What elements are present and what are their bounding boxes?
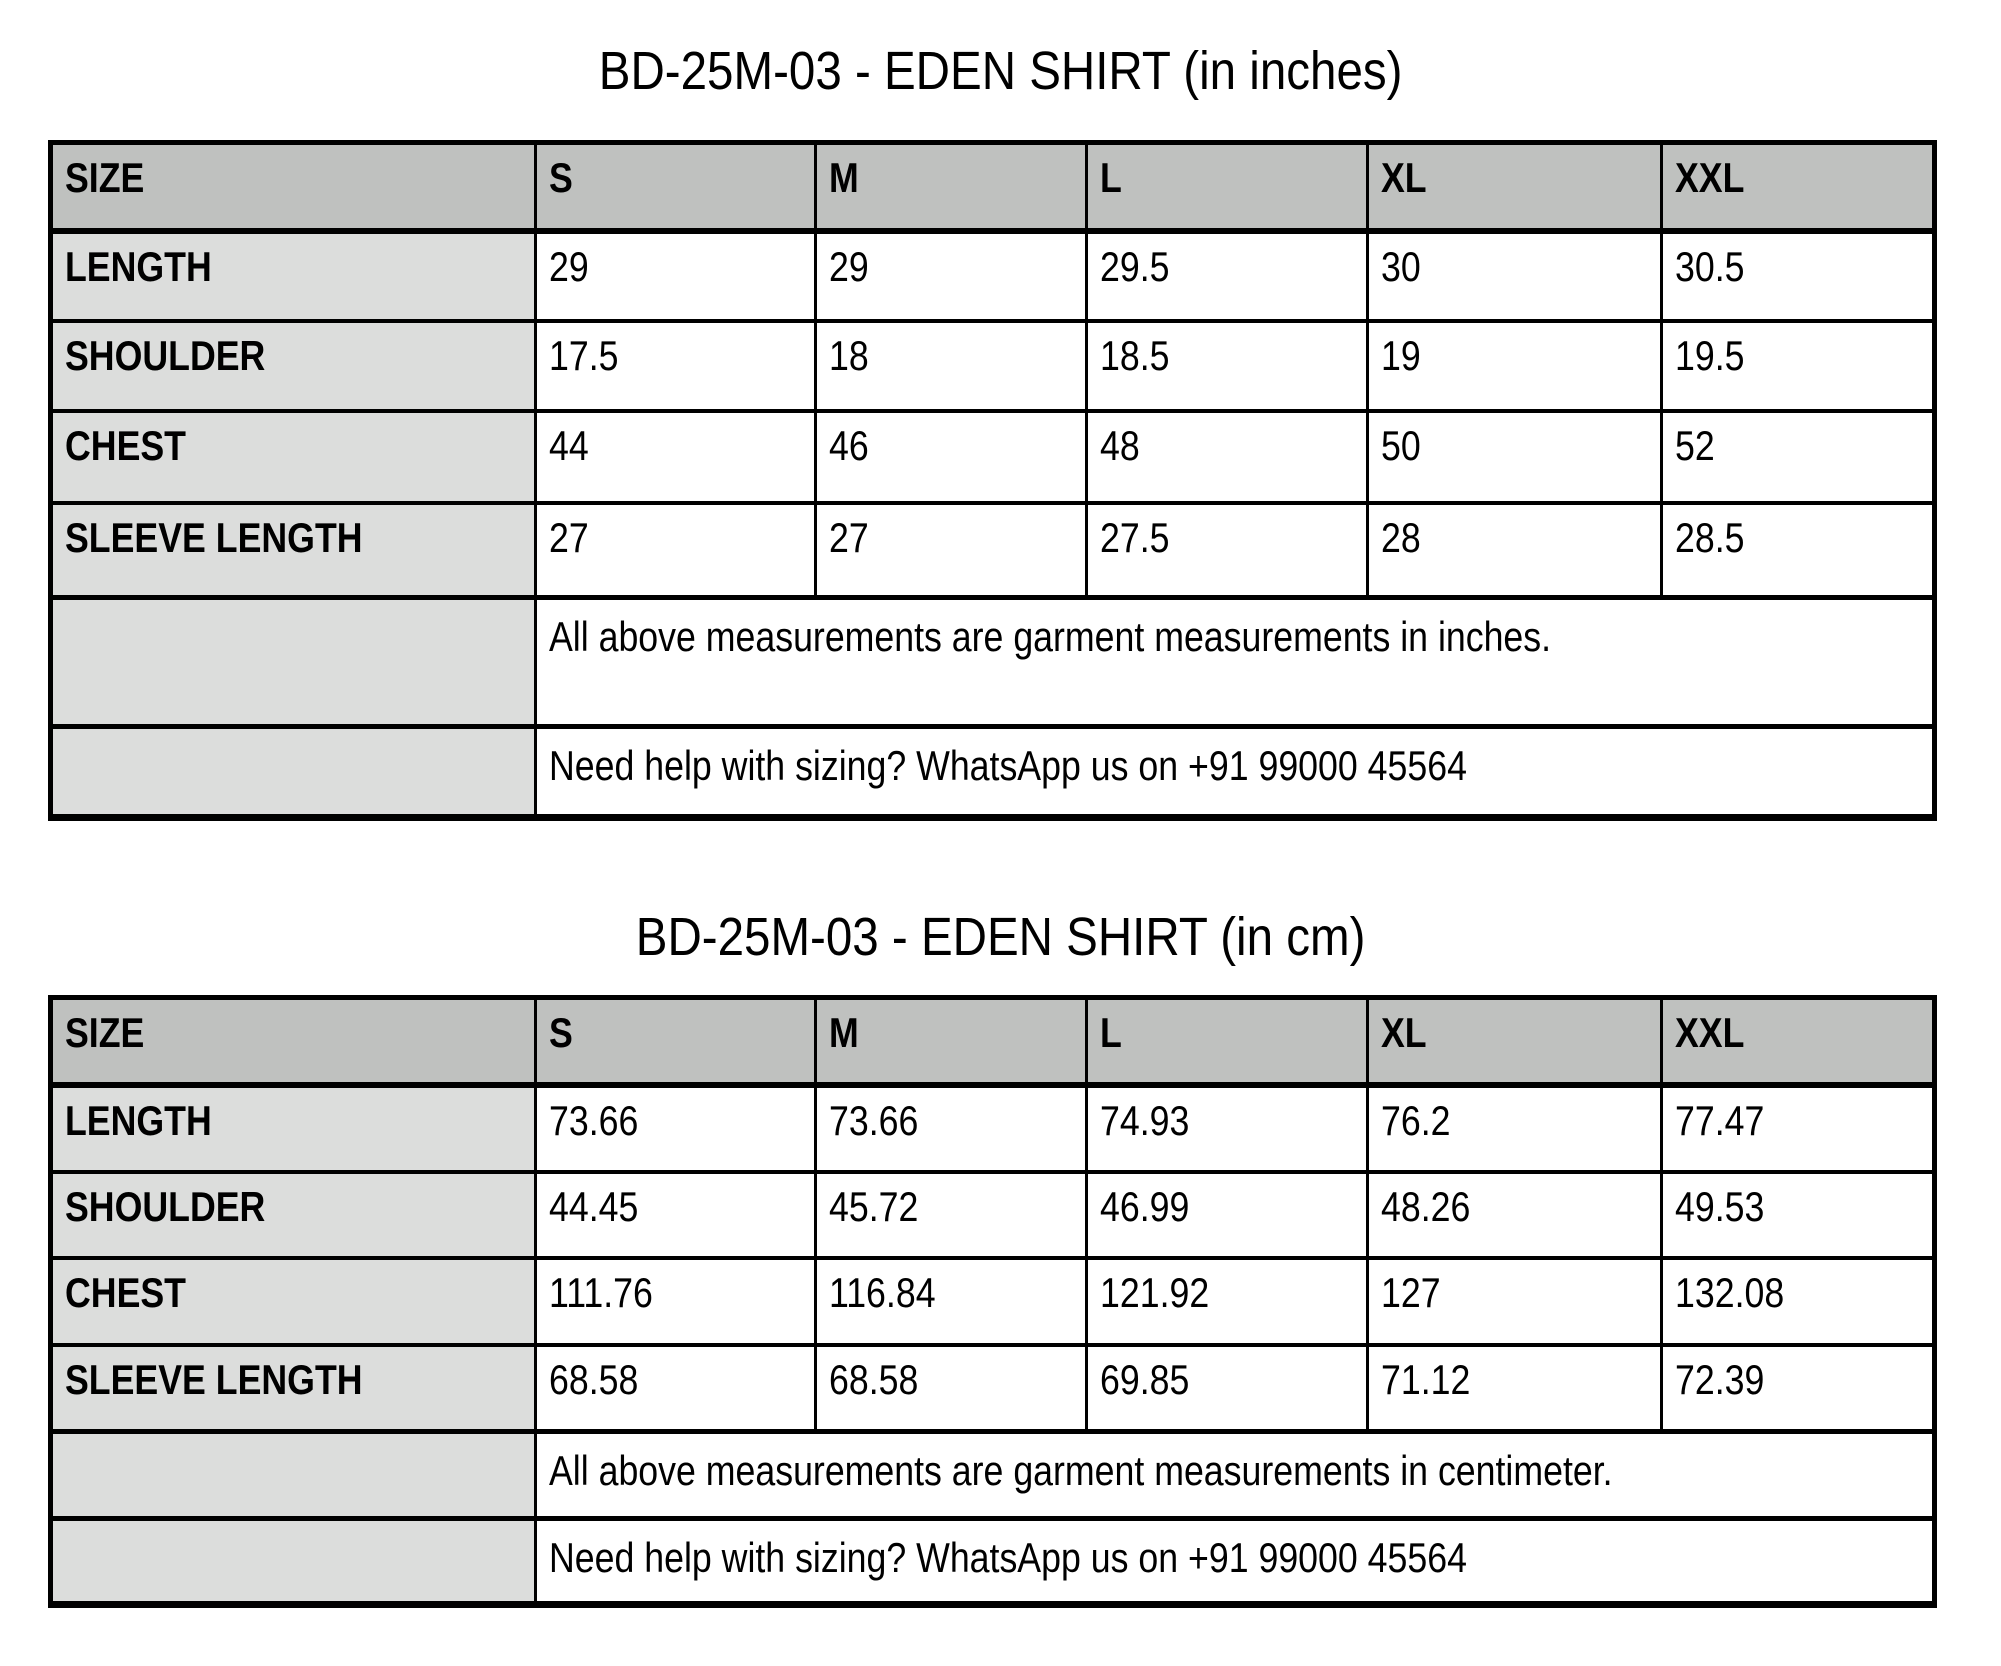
row-label-chest: CHEST xyxy=(51,411,536,503)
measurement-value: 68.58 xyxy=(816,1345,1087,1432)
measurement-value: 48 xyxy=(1087,411,1367,503)
measurement-value: 111.76 xyxy=(535,1258,815,1345)
column-header-xl: XL xyxy=(1367,998,1661,1085)
measurement-value: 28.5 xyxy=(1661,503,1934,598)
row-label-chest: CHEST xyxy=(51,1258,536,1345)
measurement-value: 27 xyxy=(535,503,815,598)
note-row-help xyxy=(51,1519,1935,1605)
measurement-value: 29 xyxy=(816,231,1087,321)
measurement-value: 121.92 xyxy=(1087,1258,1367,1345)
measurement-value: 71.12 xyxy=(1367,1345,1661,1432)
measurement-value: 73.66 xyxy=(816,1085,1087,1172)
page-title-cm xyxy=(0,906,2001,968)
table-row-chest xyxy=(51,1258,1935,1345)
measurement-value: 116.84 xyxy=(816,1258,1087,1345)
table-row-sleeve-length xyxy=(51,503,1935,598)
measurement-value: 29.5 xyxy=(1087,231,1367,321)
measurement-value: 19.5 xyxy=(1661,321,1934,411)
column-header-l: L xyxy=(1087,998,1367,1085)
measurement-value: 30.5 xyxy=(1661,231,1934,321)
column-header-size: SIZE xyxy=(51,143,536,231)
row-label-shoulder: SHOULDER xyxy=(51,1172,536,1258)
table-row-chest xyxy=(51,411,1935,503)
column-header-xxl: XXL xyxy=(1661,143,1934,231)
column-header-xxl: XXL xyxy=(1661,998,1934,1085)
row-label-length: LENGTH xyxy=(51,231,536,321)
row-label-sleeve-length: SLEEVE LENGTH xyxy=(51,503,536,598)
measurement-value: 49.53 xyxy=(1661,1172,1934,1258)
measurement-value: 44.45 xyxy=(535,1172,815,1258)
measurement-value: 44 xyxy=(535,411,815,503)
page-title-inches xyxy=(0,40,2001,102)
table-header-row xyxy=(51,143,1935,231)
measurement-value: 76.2 xyxy=(1367,1085,1661,1172)
row-label-sleeve-length: SLEEVE LENGTH xyxy=(51,1345,536,1432)
measurement-value: 68.58 xyxy=(535,1345,815,1432)
sizing-help-note: Need help with sizing? WhatsApp us on +91 99000 45564 xyxy=(535,1519,1934,1605)
note-row-units xyxy=(51,598,1935,727)
measurement-value: 127 xyxy=(1367,1258,1661,1345)
table-row-length xyxy=(51,1085,1935,1172)
measurement-value: 29 xyxy=(535,231,815,321)
measurement-value: 18.5 xyxy=(1087,321,1367,411)
size-table-cm xyxy=(48,995,1937,1608)
page-title-inches-text: BD-25M-03 - EDEN SHIRT (in inches) xyxy=(598,41,1403,101)
column-header-s: S xyxy=(535,143,815,231)
table-row-shoulder xyxy=(51,321,1935,411)
note-row-units xyxy=(51,1432,1935,1519)
measurement-value: 50 xyxy=(1367,411,1661,503)
measurement-value: 132.08 xyxy=(1661,1258,1934,1345)
size-table-inches xyxy=(48,140,1937,821)
measurement-value: 73.66 xyxy=(535,1085,815,1172)
note-row-help xyxy=(51,727,1935,818)
table-row-sleeve-length xyxy=(51,1345,1935,1432)
units-note: All above measurements are garment measurements in centimeter. xyxy=(535,1432,1934,1519)
measurement-value: 46.99 xyxy=(1087,1172,1367,1258)
note-row-empty-cell xyxy=(51,727,536,818)
column-header-xl: XL xyxy=(1367,143,1661,231)
note-row-empty-cell xyxy=(51,1519,536,1605)
column-header-size: SIZE xyxy=(51,998,536,1085)
table-header-row xyxy=(51,998,1935,1085)
sizing-help-note: Need help with sizing? WhatsApp us on +91 99000 45564 xyxy=(535,727,1934,818)
measurement-value: 48.26 xyxy=(1367,1172,1661,1258)
row-label-length: LENGTH xyxy=(51,1085,536,1172)
column-header-m: M xyxy=(816,143,1087,231)
measurement-value: 28 xyxy=(1367,503,1661,598)
table-row-length xyxy=(51,231,1935,321)
column-header-l: L xyxy=(1087,143,1367,231)
note-row-empty-cell xyxy=(51,598,536,727)
measurement-value: 18 xyxy=(816,321,1087,411)
units-note: All above measurements are garment measurements in inches. xyxy=(535,598,1934,727)
measurement-value: 74.93 xyxy=(1087,1085,1367,1172)
measurement-value: 69.85 xyxy=(1087,1345,1367,1432)
measurement-value: 30 xyxy=(1367,231,1661,321)
column-header-s: S xyxy=(535,998,815,1085)
measurement-value: 27.5 xyxy=(1087,503,1367,598)
measurement-value: 46 xyxy=(816,411,1087,503)
note-row-empty-cell xyxy=(51,1432,536,1519)
page-title-cm-text: BD-25M-03 - EDEN SHIRT (in cm) xyxy=(635,907,1366,967)
measurement-value: 72.39 xyxy=(1661,1345,1934,1432)
table-row-shoulder xyxy=(51,1172,1935,1258)
measurement-value: 52 xyxy=(1661,411,1934,503)
measurement-value: 19 xyxy=(1367,321,1661,411)
measurement-value: 45.72 xyxy=(816,1172,1087,1258)
column-header-m: M xyxy=(816,998,1087,1085)
measurement-value: 77.47 xyxy=(1661,1085,1934,1172)
row-label-shoulder: SHOULDER xyxy=(51,321,536,411)
measurement-value: 17.5 xyxy=(535,321,815,411)
measurement-value: 27 xyxy=(816,503,1087,598)
